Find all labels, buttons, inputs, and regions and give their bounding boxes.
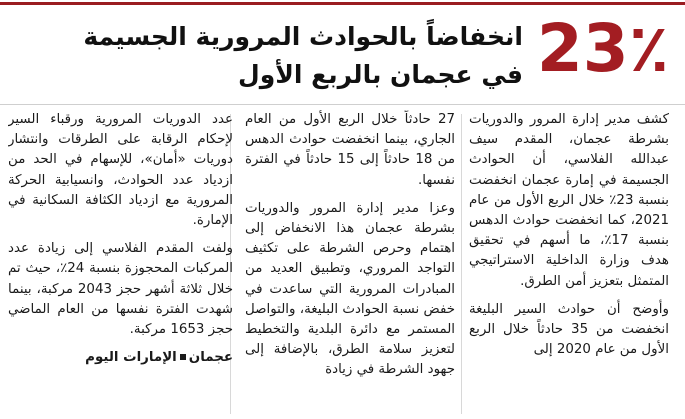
square-bullet-icon — [180, 354, 186, 360]
paragraph: 27 حادثاً خلال الربع الأول من العام الجاري، بينما انخفضت حوادث الدهس من 18 حادثاً إلى 15 حادثاً في الفترة نفسها. — [245, 112, 455, 188]
column-separator — [461, 114, 462, 414]
headline-line-2: في عجمان بالربع الأول — [238, 60, 523, 89]
byline — [8, 348, 233, 368]
headline-percent: 23٪ — [536, 10, 669, 87]
paragraph: وعزا مدير إدارة المرور والدوريات بشرطة عجمان هذا الانخفاض إلى اهتمام وحرص الشرطة على تكثيف التواجد المروري، وتطبيق العديد من المبادرات المرورية التي ساعدت في خفض نسبة الحوادث البليغة، والتواصل المستمر مع دائرة البلدية والتخطيط لتعزيز سلامة الطرق، بالإضافة إلى جهود الشرطة في زيادة — [245, 200, 455, 378]
paragraph: وأوضح أن حوادث السير البليغة انخفضت من 35 حادثاً خلال الربع الأول من عام 2020 إلى — [469, 301, 669, 358]
paragraph: كشف مدير إدارة المرور والدوريات بشرطة عجمان، المقدم سيف عبدالله الفلاسي، أن الحوادث الجسيمة في إمارة عجمان انخفضت بنسبة 23٪ خلال الربع الأول من عام 2021، كما انخفضت حوادث الدهس بنسبة 17٪، ما أسهم في تحقيق هدف وزارة الداخلية الاستراتيجي المتمثل بتعزيز أمن الطرق. — [469, 112, 669, 289]
byline-source: الإمارات اليوم — [85, 350, 177, 366]
article-column-2 — [245, 110, 455, 419]
headline-line-1: انخفاضاً بالحوادث المرورية الجسيمة — [83, 22, 523, 51]
paragraph: عدد الدوريات المرورية ورقباء السير لإحكام الرقابة على الطرقات وانتشار دوريات «أمان»، للإسهام في الحد من ازدياد عدد الحوادث، وانسيابية الحركة المرورية مع ازدياد الكثافة السكانية في الإمارة. — [8, 112, 233, 229]
article-column-1 — [469, 110, 669, 419]
headline-text — [83, 18, 523, 94]
headline-divider — [0, 104, 685, 105]
article-column-3 — [8, 110, 233, 419]
paragraph: ولفت المقدم الفلاسي إلى زيادة عدد المركبات المحجوزة بنسبة 24٪، حيث تم خلال ثلاثة أشهر حجز 2043 مركبة، بينما شهدت الفترة نفسها من العام الماضي حجز 1653 مركبة. — [8, 241, 233, 338]
article-body — [0, 110, 685, 419]
byline-city: عجمان — [188, 350, 233, 366]
top-rule — [0, 2, 685, 5]
